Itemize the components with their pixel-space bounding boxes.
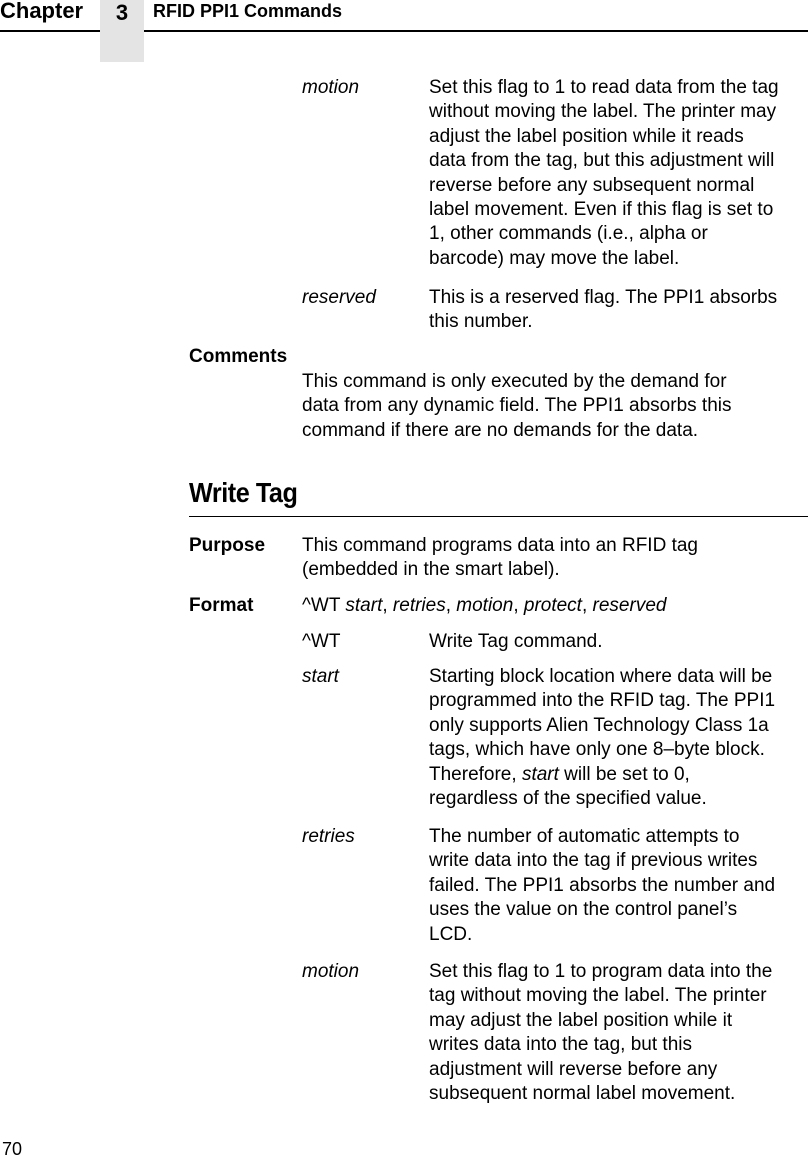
param-term: ^WT bbox=[302, 631, 341, 652]
format-label: Format bbox=[189, 595, 254, 616]
purpose-text bbox=[302, 534, 698, 583]
format-separator: , bbox=[513, 595, 524, 616]
param-description-line: may adjust the label position while it bbox=[429, 1009, 733, 1031]
param-description-line: write data into the tag if previous writes bbox=[429, 850, 758, 872]
format-arg: reserved bbox=[592, 595, 667, 616]
page-number: 70 bbox=[2, 1139, 23, 1159]
comments-line: command if there are no demands for the data. bbox=[302, 419, 699, 441]
purpose-line: (embedded in the smart label). bbox=[302, 559, 560, 581]
section-heading: Write Tag bbox=[189, 477, 298, 508]
param-term: motion bbox=[302, 77, 360, 98]
param-description-line: LCD. bbox=[429, 923, 473, 945]
param-description bbox=[429, 825, 775, 947]
param-description-line: tags, which have only one 8–byte block. bbox=[429, 739, 765, 761]
param-description-line: 1, other commands (i.e., alpha or bbox=[429, 223, 708, 245]
section-rule bbox=[189, 516, 808, 517]
param-description-line: only supports Alien Technology Class 1a bbox=[429, 714, 769, 736]
chapter-number-tab: 3 bbox=[100, 0, 144, 62]
param-description-line: uses the value on the control panel’s bbox=[429, 899, 738, 921]
param-description-line: Starting block location where data will be bbox=[429, 666, 773, 687]
format-syntax bbox=[302, 594, 666, 618]
param-term: reserved bbox=[302, 287, 376, 308]
param-description-line: This is a reserved flag. The PPI1 absorbs bbox=[429, 287, 778, 308]
format-arg: retries bbox=[392, 595, 446, 616]
param-description bbox=[429, 630, 603, 654]
param-description-line: The number of automatic attempts to bbox=[429, 826, 740, 847]
format-arg: motion bbox=[456, 595, 514, 616]
comments-text bbox=[302, 370, 731, 443]
param-description bbox=[429, 286, 777, 335]
param-term: retries bbox=[302, 826, 355, 847]
format-arg: start bbox=[345, 595, 383, 616]
comments-line: data from any dynamic field. The PPI1 absorbs this bbox=[302, 395, 732, 417]
format-separator: , bbox=[445, 595, 457, 616]
format-command: ^WT bbox=[302, 595, 341, 616]
param-description-line: Set this flag to 1 to read data from the tag bbox=[429, 77, 779, 98]
param-description-line: regardless of the specified value. bbox=[429, 788, 707, 810]
param-description-line: subsequent normal label movement. bbox=[429, 1083, 736, 1105]
param-description-line: adjust the label position while it reads bbox=[429, 125, 744, 147]
param-description-line: reverse before any subsequent normal bbox=[429, 174, 755, 196]
param-term: start bbox=[302, 666, 339, 687]
param-description bbox=[429, 960, 772, 1106]
param-term: motion bbox=[302, 961, 360, 982]
comments-label: Comments bbox=[189, 346, 288, 367]
chapter-label: Chapter bbox=[0, 0, 84, 23]
param-description-line: this number. bbox=[429, 311, 533, 333]
param-description-line: Write Tag command. bbox=[429, 631, 603, 652]
param-description-line: barcode) may move the label. bbox=[429, 247, 680, 269]
param-description-line: data from the tag, but this adjustment will bbox=[429, 150, 775, 172]
param-description-line: label movement. Even if this flag is set to bbox=[429, 199, 774, 221]
param-description-line: adjustment will reverse before any bbox=[429, 1058, 718, 1080]
param-description-line: failed. The PPI1 absorbs the number and bbox=[429, 874, 776, 896]
format-arg: protect bbox=[523, 595, 582, 616]
param-description-line: without moving the label. The printer may bbox=[429, 101, 777, 123]
param-description bbox=[429, 665, 775, 811]
param-description-line: writes data into the tag, but this bbox=[429, 1034, 692, 1056]
comments-line: This command is only executed by the demand for bbox=[302, 371, 727, 392]
param-description-line: Therefore, start will be set to 0, bbox=[429, 763, 690, 785]
section-header-title: RFID PPI1 Commands bbox=[153, 1, 343, 21]
header-rule-gap bbox=[100, 30, 144, 32]
param-description-line: programmed into the RFID tag. The PPI1 bbox=[429, 690, 776, 712]
purpose-line: This command programs data into an RFID tag bbox=[302, 535, 699, 556]
format-separator: , bbox=[581, 595, 593, 616]
param-description-line: Set this flag to 1 to program data into the bbox=[429, 961, 773, 982]
param-description bbox=[429, 76, 779, 271]
format-separator: , bbox=[382, 595, 393, 616]
purpose-label: Purpose bbox=[189, 535, 266, 556]
param-description-line: tag without moving the label. The printer bbox=[429, 985, 767, 1007]
